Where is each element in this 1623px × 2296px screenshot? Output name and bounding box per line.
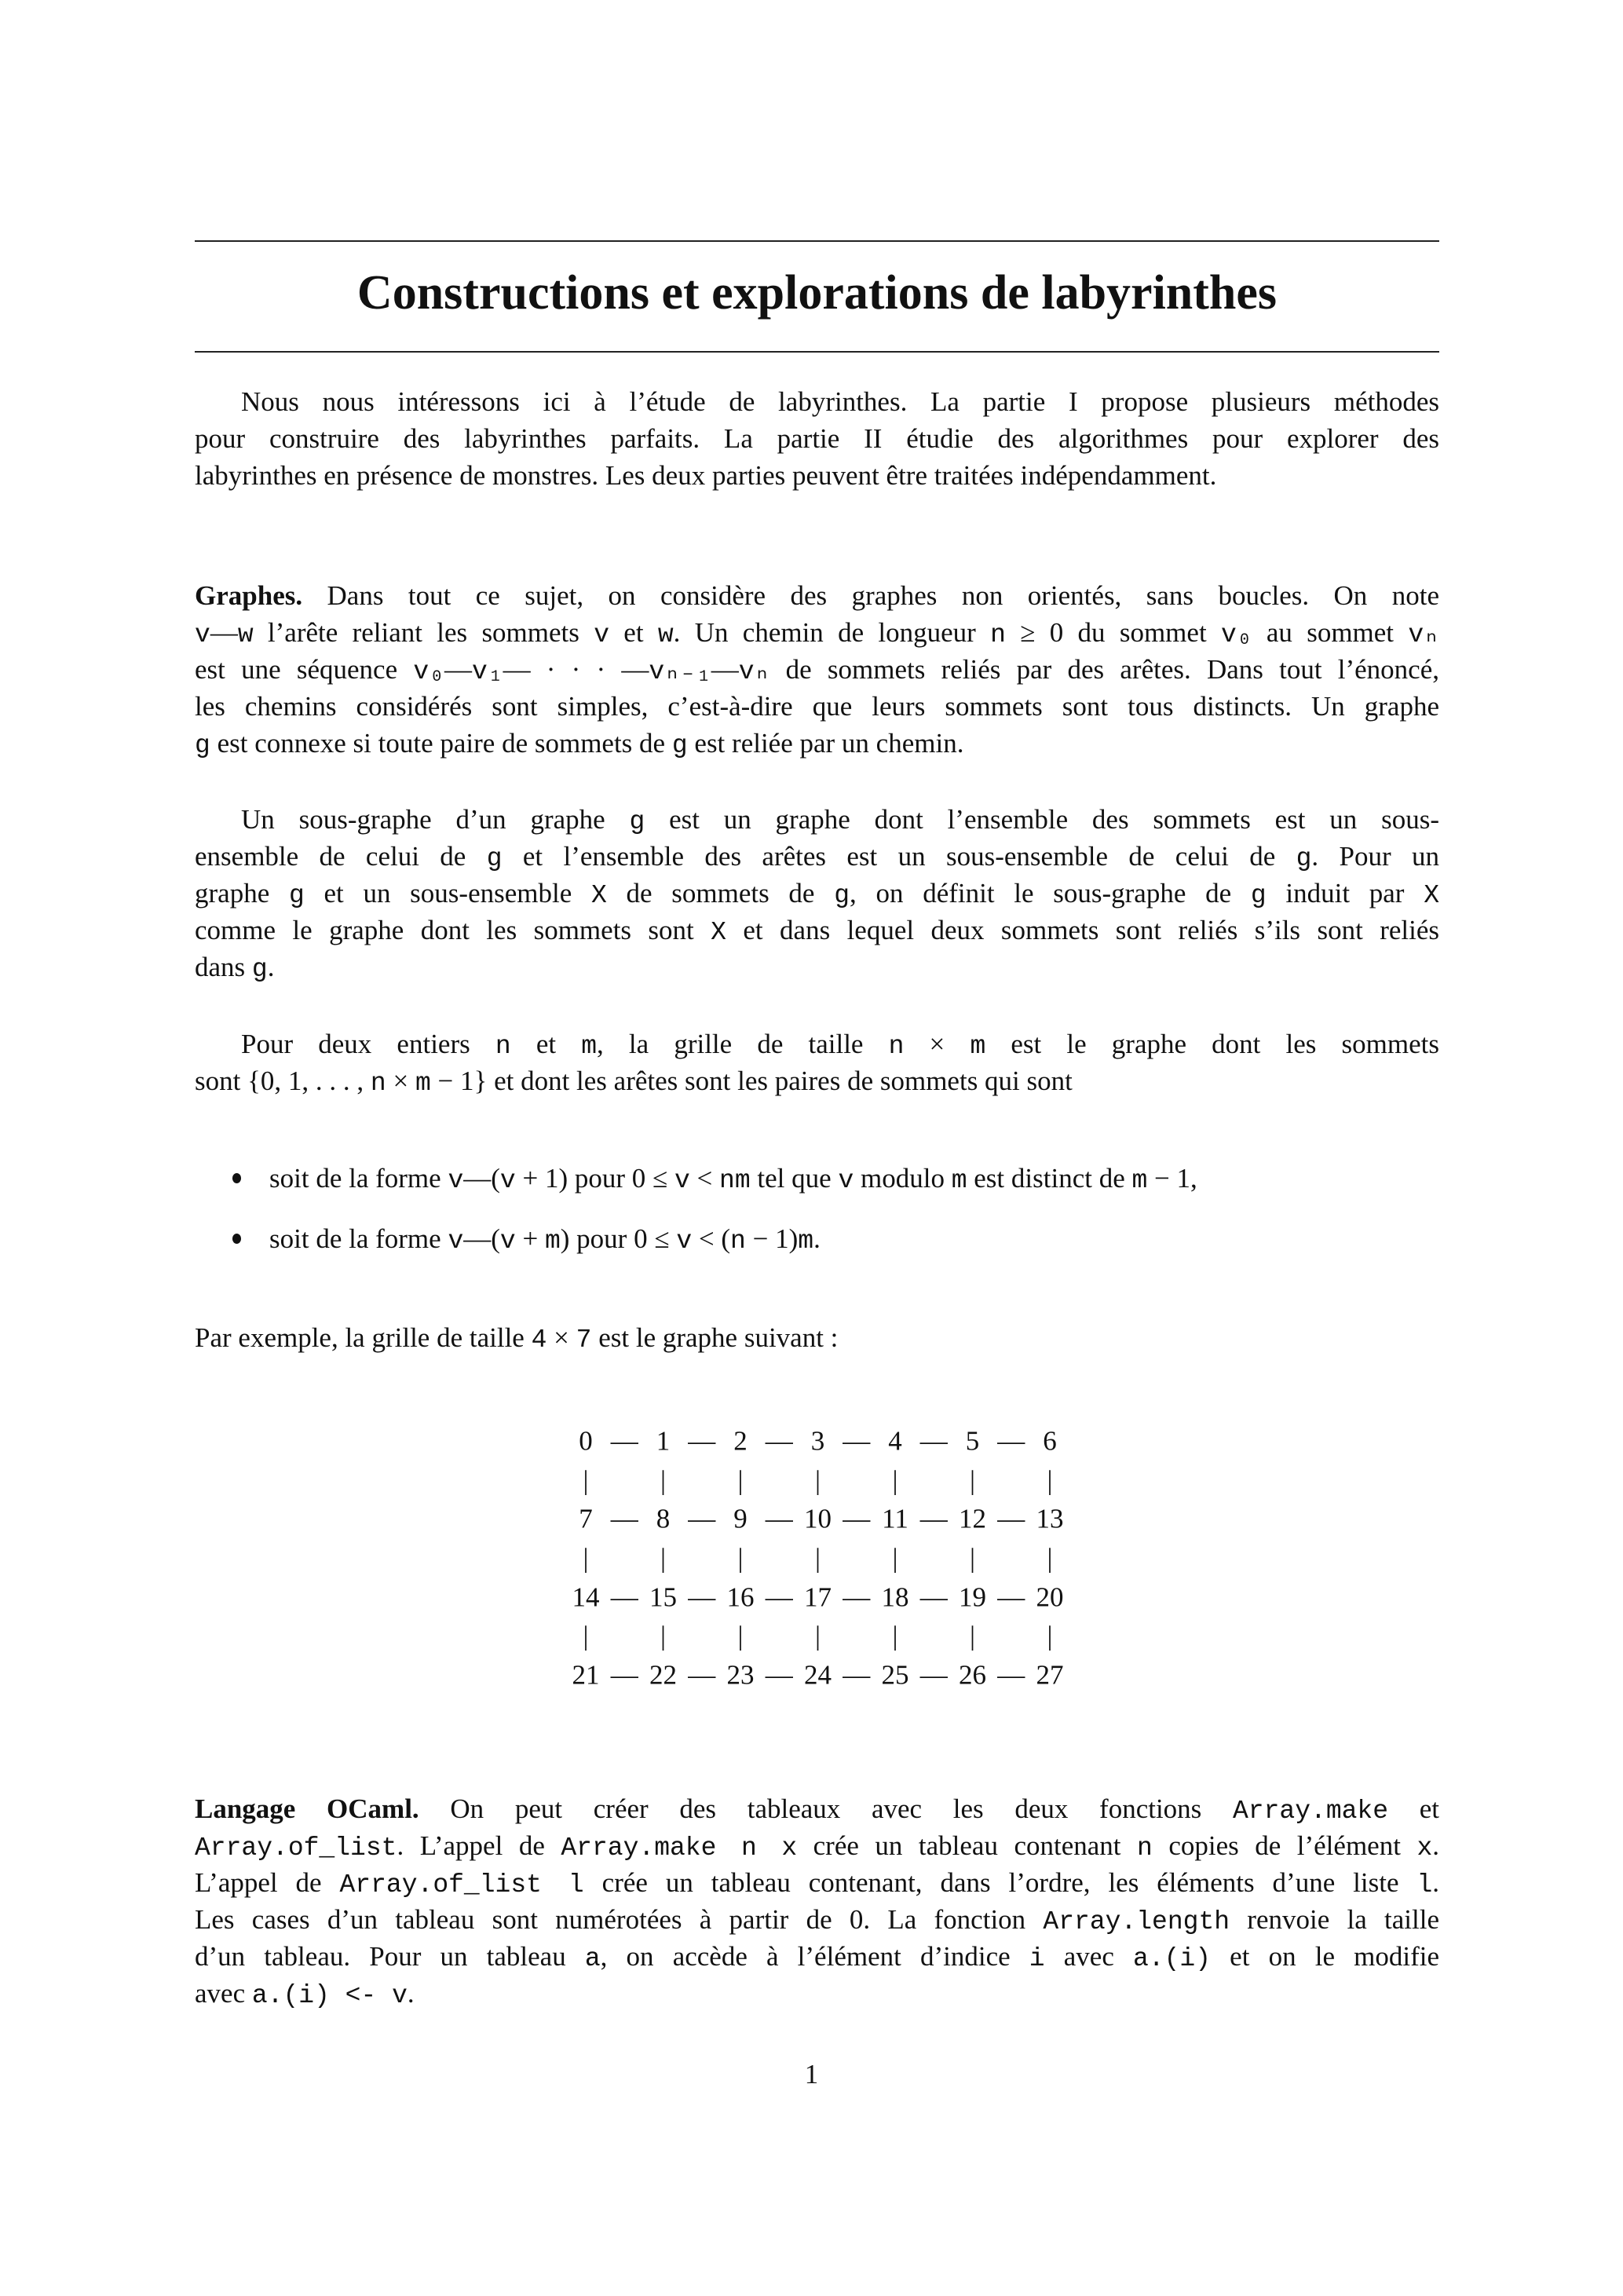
text-line xyxy=(195,614,1439,651)
code-text: a.(i) <- v xyxy=(251,1981,408,2010)
text-run: crée un tableau contenant, dans l’ordre, les éléments d’une liste xyxy=(583,1867,1417,1898)
text-run: et dans lequel deux sommets sont reliés s’ils sont reliés xyxy=(726,915,1439,945)
grid-vertex: 14 xyxy=(572,1581,600,1613)
grid-horizontal-edge: — xyxy=(843,1425,871,1457)
grid-horizontal-edge: — xyxy=(765,1425,793,1457)
grid-horizontal-edge: — xyxy=(688,1659,716,1691)
grid-vertex: 4 xyxy=(888,1425,902,1457)
grid-vertical-edge: | xyxy=(660,1464,667,1496)
code-text: Array.of_list l xyxy=(339,1870,584,1899)
text-run: dans xyxy=(195,952,252,982)
text-run: + xyxy=(515,1223,545,1254)
code-text: n xyxy=(495,1032,511,1061)
grid-horizontal-edge: — xyxy=(919,1425,948,1457)
text-run: Dans tout ce sujet, on considère des graphes non orientés, sans boucles. On note xyxy=(302,580,1439,611)
grid-horizontal-edge: — xyxy=(610,1425,638,1457)
grid-vertex: 2 xyxy=(733,1425,748,1457)
text-run: et on le modifie xyxy=(1211,1941,1439,1972)
text-run: Les cases d’un tableau sont numérotées à partir de 0. La fonction xyxy=(195,1904,1044,1935)
bullet-dot-icon xyxy=(232,1234,241,1244)
text-run: . L’appel de xyxy=(397,1830,561,1861)
text-line xyxy=(195,1864,1439,1901)
grid-vertical-edge: | xyxy=(814,1464,821,1496)
text-line xyxy=(195,383,1439,420)
text-line xyxy=(195,725,1439,762)
text-run: soit de la forme xyxy=(269,1223,448,1254)
code-text: vₙ xyxy=(738,657,770,686)
grid-vertical-edge: | xyxy=(737,1542,744,1574)
grid-vertex: 1 xyxy=(656,1425,671,1457)
grid-vertex: 10 xyxy=(804,1503,832,1534)
text-run: . xyxy=(813,1223,821,1254)
grid-vertex: 3 xyxy=(810,1425,825,1457)
grid-vertex: 8 xyxy=(656,1503,671,1534)
code-text: vₙ xyxy=(1408,620,1439,649)
text-line xyxy=(195,1938,1439,1975)
grid-vertex: 16 xyxy=(726,1581,755,1613)
text-line xyxy=(195,688,1439,725)
intro-paragraph xyxy=(195,383,1439,494)
code-text: vₙ₋₁ xyxy=(649,657,711,686)
code-text: w xyxy=(657,620,674,649)
code-text: n xyxy=(370,1069,386,1098)
grid-vertex: 18 xyxy=(881,1581,909,1613)
grid-vertex: 0 xyxy=(579,1425,593,1457)
text-run: et l’ensemble des arêtes est un sous-ensemble de celui de xyxy=(502,841,1296,872)
grid-vertical-edge: | xyxy=(892,1542,898,1574)
code-text: v₀ xyxy=(1220,620,1252,649)
text-run: — xyxy=(210,617,238,648)
code-text: X xyxy=(711,918,726,947)
grid-horizontal-edge: — xyxy=(843,1503,871,1534)
code-text: m xyxy=(1131,1166,1148,1195)
run-in-heading: Langage OCaml. xyxy=(195,1793,419,1824)
grid-vertical-edge: | xyxy=(1047,1620,1053,1651)
grid-vertex: 23 xyxy=(726,1659,755,1691)
text-run: pour construire des labyrinthes parfaits. La partie II étudie des algorithmes pour explorer des xyxy=(195,423,1439,454)
document-title: Constructions et explorations de labyrinthes xyxy=(356,266,1278,320)
grid-vertical-edge: | xyxy=(737,1620,744,1651)
grid-horizontal-edge: — xyxy=(919,1503,948,1534)
grid-vertex: 27 xyxy=(1036,1659,1064,1691)
text-line xyxy=(195,1026,1439,1062)
grid-vertex: 24 xyxy=(804,1659,832,1691)
code-text: a xyxy=(584,1944,601,1973)
grid-vertical-edge: | xyxy=(737,1464,744,1496)
grid-horizontal-edge: — xyxy=(688,1503,716,1534)
text-run: —( xyxy=(463,1223,500,1254)
text-line xyxy=(195,801,1439,838)
text-line xyxy=(195,949,1439,985)
grid-vertex: 7 xyxy=(579,1503,593,1534)
grid-vertical-edge: | xyxy=(969,1464,976,1496)
grid-horizontal-edge: — xyxy=(610,1503,638,1534)
code-text: 4 xyxy=(531,1325,547,1355)
text-run: . xyxy=(1432,1867,1439,1898)
text-run: labyrinthes en présence de monstres. Les deux parties peuvent être traitées indépendamment. xyxy=(195,460,1217,491)
code-text: v xyxy=(499,1166,516,1195)
text-run: est connexe si toute paire de sommets de xyxy=(210,728,672,759)
text-run: crée un tableau contenant xyxy=(797,1830,1137,1861)
text-line xyxy=(195,420,1439,457)
grid-vertex: 15 xyxy=(649,1581,677,1613)
text-run: . xyxy=(267,952,275,982)
grid-horizontal-edge: — xyxy=(765,1581,793,1613)
code-text: g xyxy=(1250,881,1267,910)
code-text: v xyxy=(448,1166,464,1195)
text-run: , la grille de taille xyxy=(597,1029,889,1059)
ocaml-paragraph xyxy=(195,1790,1439,2012)
text-run: et xyxy=(510,1029,582,1059)
code-text: g xyxy=(671,731,688,760)
text-run: − 1) xyxy=(745,1223,799,1254)
text-run: × xyxy=(546,1322,576,1353)
text-run: est le graphe suivant : xyxy=(591,1322,839,1353)
code-text: m xyxy=(581,1032,598,1061)
grid-horizontal-edge: — xyxy=(843,1581,871,1613)
code-text: n xyxy=(990,620,1006,649)
text-run: − 1, xyxy=(1147,1163,1197,1194)
text-line xyxy=(195,1319,1439,1356)
title-rule xyxy=(195,351,1439,353)
grid-horizontal-edge: — xyxy=(997,1659,1025,1691)
text-run: — xyxy=(711,654,739,685)
text-run: induit par xyxy=(1266,878,1424,909)
code-text: Array.make xyxy=(1233,1797,1389,1826)
text-run: Un sous-graphe d’un graphe xyxy=(241,804,630,835)
text-run: copies de l’élément xyxy=(1152,1830,1417,1861)
code-text: g xyxy=(251,955,268,984)
grid-horizontal-edge: — xyxy=(997,1503,1025,1534)
code-text: i xyxy=(1029,1944,1045,1973)
code-text: g xyxy=(629,807,645,836)
text-line xyxy=(195,1827,1439,1864)
code-text: m xyxy=(970,1032,986,1061)
text-run: —( xyxy=(463,1163,500,1194)
page-number: 1 xyxy=(804,2059,819,2089)
grid-vertical-edge: | xyxy=(969,1542,976,1574)
code-text: nm xyxy=(719,1166,751,1195)
code-text: Array.length xyxy=(1043,1907,1230,1936)
text-run: avec xyxy=(195,1978,252,2009)
code-text: n xyxy=(730,1227,746,1256)
text-line xyxy=(195,457,1439,494)
text-run: sont {0, 1, . . . , xyxy=(195,1066,371,1096)
grid-vertical-edge: | xyxy=(583,1620,589,1651)
text-run: , on accède à l’élément d’indice xyxy=(600,1941,1029,1972)
text-run: de sommets de xyxy=(606,878,835,909)
code-text: g xyxy=(1296,844,1312,873)
text-run: < xyxy=(689,1163,720,1194)
grid-vertical-edge: | xyxy=(660,1620,667,1651)
grid-vertical-edge: | xyxy=(583,1542,589,1574)
code-text: n xyxy=(1137,1834,1153,1863)
top-rule xyxy=(195,240,1439,242)
text-run: est une séquence xyxy=(195,654,414,685)
grid-vertical-edge: | xyxy=(969,1620,976,1651)
code-text: v₁ xyxy=(471,657,503,686)
text-run: et xyxy=(1388,1793,1439,1824)
text-run: ≥ 0 du sommet xyxy=(1005,617,1221,648)
code-text: v xyxy=(676,1227,693,1256)
text-run: et un sous-ensemble xyxy=(304,878,591,909)
grid-horizontal-edge: — xyxy=(997,1581,1025,1613)
text-run: d’un tableau. Pour un tableau xyxy=(195,1941,585,1972)
grid-vertex: 17 xyxy=(804,1581,832,1613)
code-text: 7 xyxy=(576,1325,592,1355)
text-run: ensemble de celui de xyxy=(195,841,487,872)
grid-vertex: 26 xyxy=(959,1659,986,1691)
graphes-paragraph xyxy=(195,577,1439,762)
code-text: m xyxy=(798,1227,814,1256)
text-run: ) pour 0 ≤ xyxy=(560,1223,677,1254)
grid-horizontal-edge: — xyxy=(919,1581,948,1613)
text-line xyxy=(195,1901,1439,1938)
code-text: X xyxy=(590,881,607,910)
text-run: est un graphe dont l’ensemble des sommets est un sous- xyxy=(645,804,1439,835)
code-text: Array.of_list xyxy=(195,1834,397,1863)
code-text: m xyxy=(544,1227,561,1256)
text-run: l’arête reliant les sommets xyxy=(253,617,594,648)
grid-horizontal-edge: — xyxy=(610,1659,638,1691)
code-text: l xyxy=(1416,1870,1433,1899)
text-line xyxy=(195,1975,1439,2012)
grid-horizontal-edge: — xyxy=(843,1659,871,1691)
grid-horizontal-edge: — xyxy=(765,1659,793,1691)
text-run: L’appel de xyxy=(195,1867,340,1898)
code-text: X xyxy=(1424,881,1439,910)
text-run: est distinct de xyxy=(967,1163,1132,1194)
grid-horizontal-edge: — xyxy=(688,1581,716,1613)
grid-vertical-edge: | xyxy=(1047,1542,1053,1574)
grid-vertex: 11 xyxy=(882,1503,908,1534)
code-text: x xyxy=(1416,1834,1433,1863)
code-text: m xyxy=(951,1166,967,1195)
text-run: . Pour un xyxy=(1311,841,1439,872)
text-run: avec xyxy=(1044,1941,1133,1972)
text-run: , on définit le sous-graphe de xyxy=(850,878,1251,909)
text-run: Par exemple, la grille de taille xyxy=(195,1322,532,1353)
text-run: est le graphe dont les sommets xyxy=(985,1029,1439,1059)
text-line xyxy=(195,1062,1439,1099)
code-text: g xyxy=(486,844,503,873)
grid-vertex: 6 xyxy=(1043,1425,1057,1457)
grid-vertical-edge: | xyxy=(892,1620,898,1651)
grid-vertex: 13 xyxy=(1036,1503,1064,1534)
text-run: . xyxy=(1432,1830,1439,1861)
grid-vertical-edge: | xyxy=(660,1542,667,1574)
text-run: Nous nous intéressons ici à l’étude de labyrinthes. La partie I propose plusieurs méthodes xyxy=(241,386,1439,417)
grid-vertical-edge: | xyxy=(583,1464,589,1496)
text-run: les chemins considérés sont simples, c’est-à-dire que leurs sommets sont tous distincts. Un graphe xyxy=(195,691,1439,722)
text-run: — · · · — xyxy=(503,654,649,685)
code-text: w xyxy=(237,620,254,649)
text-run: est reliée par un chemin. xyxy=(687,728,964,759)
code-text: a.(i) xyxy=(1133,1944,1212,1973)
code-text: g xyxy=(834,881,850,910)
grid-vertex: 21 xyxy=(572,1659,600,1691)
code-text: m xyxy=(415,1069,431,1098)
code-text: n xyxy=(888,1032,905,1061)
text-run: × xyxy=(386,1066,415,1096)
text-run: On peut créer des tableaux avec les deux fonctions xyxy=(419,1793,1233,1824)
grid-horizontal-edge: — xyxy=(765,1503,793,1534)
grid-vertex: 22 xyxy=(649,1659,677,1691)
text-run: graphe xyxy=(195,878,289,909)
text-run: au sommet xyxy=(1252,617,1409,648)
grid-vertex: 9 xyxy=(733,1503,748,1534)
text-run: − 1} et dont les arêtes sont les paires de sommets qui sont xyxy=(430,1066,1073,1096)
code-text: v xyxy=(838,1166,854,1195)
grid-vertical-edge: | xyxy=(892,1464,898,1496)
text-run: renvoie la taille xyxy=(1230,1904,1439,1935)
text-line xyxy=(195,875,1439,912)
text-line xyxy=(195,651,1439,688)
text-run: < ( xyxy=(692,1223,731,1254)
grid-horizontal-edge: — xyxy=(919,1659,948,1691)
exemple-paragraph xyxy=(195,1319,1439,1356)
text-line xyxy=(195,1790,1439,1827)
grid-vertical-edge: | xyxy=(1047,1464,1053,1496)
grid-vertex: 5 xyxy=(965,1425,980,1457)
text-line xyxy=(195,838,1439,875)
text-run: — xyxy=(444,654,472,685)
grid-vertical-edge: | xyxy=(814,1542,821,1574)
grid-vertex: 12 xyxy=(959,1503,986,1534)
text-run: + 1) pour 0 ≤ xyxy=(515,1163,674,1194)
grid-horizontal-edge: — xyxy=(997,1425,1025,1457)
bullet-dot-icon xyxy=(232,1173,241,1183)
text-run: soit de la forme xyxy=(269,1163,448,1194)
text-run: et xyxy=(609,617,658,648)
grid-vertex: 20 xyxy=(1036,1581,1064,1613)
text-run: comme le graphe dont les sommets sont xyxy=(195,915,711,945)
run-in-heading: Graphes. xyxy=(195,580,303,611)
text-run: tel que xyxy=(750,1163,839,1194)
text-run: . xyxy=(407,1978,415,2009)
sous-graphe-paragraph xyxy=(195,801,1439,985)
grid-horizontal-edge: — xyxy=(688,1425,716,1457)
grid-vertex: 25 xyxy=(881,1659,909,1691)
code-text: v xyxy=(594,620,609,649)
code-text: g xyxy=(195,731,210,760)
text-run: × xyxy=(904,1029,971,1059)
code-text: v xyxy=(195,620,210,649)
grille-paragraph xyxy=(195,1026,1439,1099)
grid-vertical-edge: | xyxy=(814,1620,821,1651)
grid-horizontal-edge: — xyxy=(610,1581,638,1613)
code-text: v xyxy=(448,1227,464,1256)
text-line xyxy=(195,577,1439,614)
text-run: Pour deux entiers xyxy=(241,1029,495,1059)
text-run: de sommets reliés par des arêtes. Dans tout l’énoncé, xyxy=(769,654,1440,685)
code-text: Array.make n x xyxy=(561,1834,798,1863)
code-text: g xyxy=(288,881,305,910)
text-line xyxy=(195,912,1439,949)
code-text: v xyxy=(499,1227,516,1256)
code-text: v₀ xyxy=(413,657,444,686)
text-run: . Un chemin de longueur xyxy=(673,617,991,648)
text-run: modulo xyxy=(854,1163,952,1194)
grid-vertex: 19 xyxy=(959,1581,986,1613)
code-text: v xyxy=(674,1166,690,1195)
